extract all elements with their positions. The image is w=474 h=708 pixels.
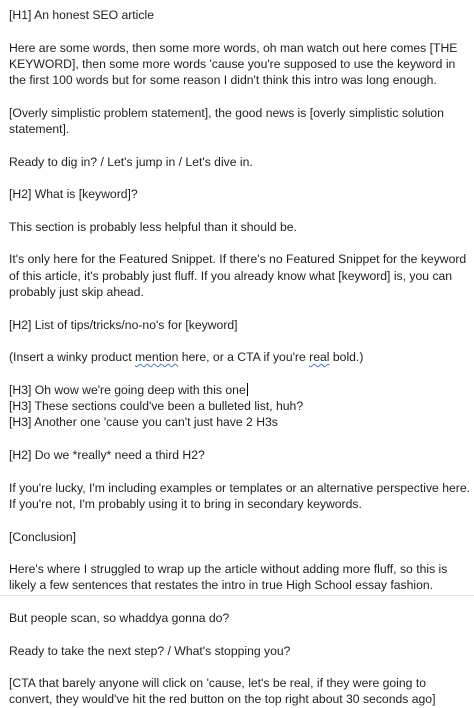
spacer xyxy=(9,512,470,528)
lucky-paragraph: If you're lucky, I'm including examples or templates or an alternative perspective here. If you're not, I'm probably using it to bring in secondary keywords. xyxy=(9,480,470,511)
text-cursor xyxy=(247,383,248,396)
h3-heading-3: [H3] Another one 'cause you can't just have 2 H3s xyxy=(9,415,278,430)
spacer xyxy=(9,594,470,610)
spellcheck-word-mention[interactable]: mention xyxy=(135,350,179,365)
intro-paragraph: Here are some words, then some more words, oh man watch out here comes [THE KEYWORD], then some more words 'cause you're supposed to use the keyword in the first 100 words but for some reason I didn't think this intro was long enough. xyxy=(9,40,458,88)
problem-solution-paragraph: [Overly simplistic problem statement], the good news is [overly simplistic solution statement]. xyxy=(9,105,444,137)
h2-list-heading: [H2] List of tips/tricks/no-no's for [keyword] xyxy=(9,317,238,332)
spacer xyxy=(9,88,470,104)
spacer xyxy=(9,463,470,479)
h3-heading-2: [H3] These sections could've been a bulleted list, huh? xyxy=(9,399,304,414)
spacer xyxy=(9,626,470,642)
cta-insert-text: here, or a CTA if you're xyxy=(178,350,310,365)
h3-heading-1-text: [H3] Oh wow we're going deep with this one xyxy=(9,382,246,397)
h2-third-heading: [H2] Do we *really* need a third H2? xyxy=(9,448,205,463)
spacer xyxy=(9,235,470,251)
less-helpful-paragraph: This section is probably less helpful than it should be. xyxy=(9,219,297,234)
wrap-up-paragraph: Here's where I struggled to wrap up the article without adding more fluff, so this is likely a few sentences that restates the intro in true High School essay fashion. xyxy=(9,562,448,593)
final-cta-paragraph: [CTA that barely anyone will click on 'cause, let's be real, if they were going to convert, they would've hit the red button on the top right about 30 seconds ago] xyxy=(9,676,436,707)
spacer xyxy=(9,431,470,447)
next-step-line: Ready to take the next step? / What's stopping you? xyxy=(9,643,291,658)
spacer xyxy=(9,659,470,675)
spacer xyxy=(9,23,470,39)
cta-insert-paragraph xyxy=(9,349,470,365)
h1-heading: [H1] An honest SEO article xyxy=(9,8,154,22)
spacer xyxy=(9,300,470,316)
spacer xyxy=(9,545,470,561)
cta-insert-text: (Insert a winky product xyxy=(9,350,135,365)
spacer xyxy=(9,203,470,219)
h3-heading-1 xyxy=(9,382,470,398)
spacer xyxy=(9,137,470,153)
spacer xyxy=(9,333,470,349)
spellcheck-word-real[interactable]: real xyxy=(309,350,330,365)
conclusion-heading: [Conclusion] xyxy=(9,529,77,544)
page-break-divider xyxy=(0,595,474,596)
spacer xyxy=(9,366,470,382)
featured-snippet-paragraph: It's only here for the Featured Snippet. If there's no Featured Snippet for the keyword of this article, it's probably just fluff. If you already know what [keyword] is, you can probably just skip ahead. xyxy=(9,252,467,300)
h2-what-heading: [H2] What is [keyword]? xyxy=(9,187,138,202)
dig-in-line: Ready to dig in? / Let's jump in / Let's dive in. xyxy=(9,154,253,169)
people-scan-line: But people scan, so whaddya gonna do? xyxy=(9,610,230,625)
cta-insert-text: bold.) xyxy=(329,350,364,365)
spacer xyxy=(9,170,470,186)
